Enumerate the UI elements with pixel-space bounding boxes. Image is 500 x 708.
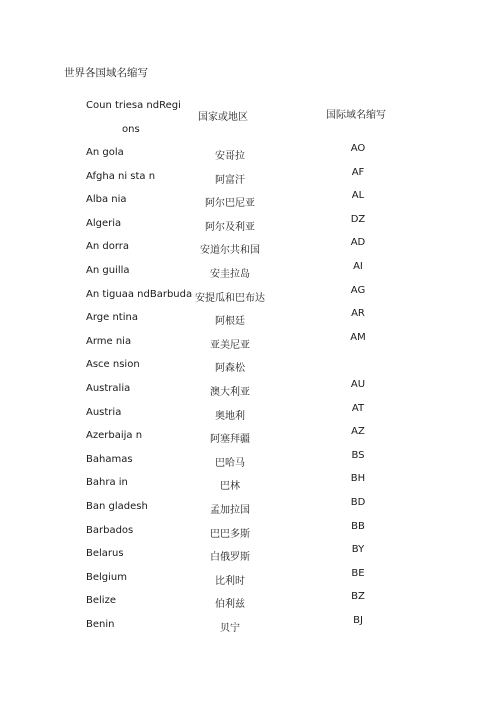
page-title: 世界各国域名缩写 bbox=[64, 67, 148, 79]
country-name-cn: 贝宁 bbox=[220, 623, 240, 634]
country-name-cn: 阿富汗 bbox=[215, 174, 245, 186]
country-name-cn: 阿森松 bbox=[215, 363, 245, 375]
country-name-en: An guilla bbox=[86, 265, 130, 276]
domain-code: DZ bbox=[350, 213, 366, 225]
domain-code: BH bbox=[350, 473, 366, 485]
country-name-en: Asce nsion bbox=[86, 359, 140, 371]
domain-code: AL bbox=[351, 190, 365, 202]
country-name-cn: 安哥拉 bbox=[215, 151, 245, 162]
domain-code: AR bbox=[351, 308, 365, 320]
country-name-cn: 阿塞拜疆 bbox=[210, 434, 250, 446]
country-name-en: Austria bbox=[86, 406, 122, 418]
table-row bbox=[0, 591, 500, 613]
table-row bbox=[0, 567, 500, 590]
country-name-cn: 阿尔巴尼亚 bbox=[205, 198, 255, 210]
table-row bbox=[0, 190, 500, 212]
country-name-cn: 安圭拉岛 bbox=[210, 269, 250, 280]
country-name-en: Arge ntina bbox=[86, 312, 138, 324]
table-row bbox=[0, 308, 500, 330]
domain-code: AU bbox=[350, 379, 366, 390]
domain-code: BS bbox=[351, 449, 365, 461]
table-row bbox=[0, 379, 500, 401]
country-name-cn: 比利时 bbox=[215, 575, 245, 587]
country-name-en: Belarus bbox=[86, 548, 124, 560]
country-name-cn: 安道尔共和国 bbox=[200, 245, 260, 257]
domain-code: AM bbox=[350, 331, 366, 343]
domain-code: AT bbox=[351, 402, 365, 414]
country-name-en: An tiguaa ndBarbuda bbox=[86, 288, 193, 300]
table-row bbox=[0, 331, 500, 354]
domain-code: BY bbox=[351, 544, 365, 556]
table-row bbox=[0, 402, 500, 425]
country-name-en: Azerbaija n bbox=[86, 430, 143, 442]
country-name-cn: 巴哈马 bbox=[215, 457, 245, 469]
country-name-en: Afgha ni sta n bbox=[86, 170, 156, 182]
country-name-en: Arme nia bbox=[86, 335, 132, 347]
domain-code: BJ bbox=[353, 615, 363, 626]
country-name-en: Benin bbox=[86, 619, 115, 630]
header-country-line2: ons bbox=[122, 124, 140, 135]
header-country-line1: Coun triesa ndRegi bbox=[86, 100, 181, 111]
domain-code: BE bbox=[351, 567, 365, 579]
table-row bbox=[0, 615, 500, 637]
table-row bbox=[0, 520, 500, 543]
country-name-cn: 阿根廷 bbox=[215, 316, 245, 328]
country-name-en: An dorra bbox=[86, 241, 129, 253]
header-code: 国际域名缩写 bbox=[326, 110, 386, 121]
country-name-cn: 巴林 bbox=[220, 481, 240, 493]
domain-code: BZ bbox=[351, 591, 365, 603]
country-name-en: Alba nia bbox=[86, 194, 127, 206]
country-name-en: Australia bbox=[86, 383, 131, 394]
table-row bbox=[0, 261, 500, 283]
domain-code: AG bbox=[350, 284, 366, 296]
country-name-cn: 巴巴多斯 bbox=[210, 528, 250, 540]
country-name-en: Barbados bbox=[86, 524, 134, 536]
domain-code: AZ bbox=[351, 426, 365, 438]
table-row bbox=[0, 426, 500, 448]
domain-code: BD bbox=[350, 497, 366, 508]
table-row bbox=[0, 237, 500, 259]
country-name-en: An gola bbox=[86, 147, 124, 158]
domain-code: AD bbox=[350, 237, 366, 249]
table-row bbox=[0, 544, 500, 566]
table-row bbox=[0, 166, 500, 189]
country-name-cn: 澳大利亚 bbox=[210, 387, 250, 398]
header-chinese: 国家或地区 bbox=[198, 112, 248, 123]
country-name-cn: 亚美尼亚 bbox=[210, 339, 250, 351]
country-name-cn: 伯利兹 bbox=[215, 599, 245, 611]
country-name-cn: 孟加拉国 bbox=[210, 505, 250, 516]
country-name-en: Ban gladesh bbox=[86, 501, 148, 512]
country-name-cn: 安提瓜和巴布达 bbox=[195, 292, 265, 304]
table-row bbox=[0, 143, 500, 165]
domain-code: AI bbox=[353, 261, 363, 272]
domain-code: AO bbox=[350, 143, 366, 154]
table-row bbox=[0, 213, 500, 236]
country-name-en: Belize bbox=[86, 595, 116, 607]
country-name-cn: 白俄罗斯 bbox=[210, 552, 250, 564]
table-row bbox=[0, 497, 500, 519]
country-name-cn: 奥地利 bbox=[215, 410, 245, 422]
table-row bbox=[0, 359, 500, 377]
country-name-en: Bahamas bbox=[86, 453, 133, 465]
country-name-en: Algeria bbox=[86, 217, 122, 229]
table-row bbox=[0, 473, 500, 495]
header-country bbox=[86, 99, 186, 137]
country-name-cn: 阿尔及利亚 bbox=[205, 221, 255, 233]
country-name-en: Bahra in bbox=[86, 477, 128, 489]
domain-code: BB bbox=[351, 520, 365, 532]
table-row bbox=[0, 284, 500, 307]
country-name-en: Belgium bbox=[86, 571, 127, 583]
domain-code: AF bbox=[351, 166, 365, 178]
table-row bbox=[0, 449, 500, 472]
